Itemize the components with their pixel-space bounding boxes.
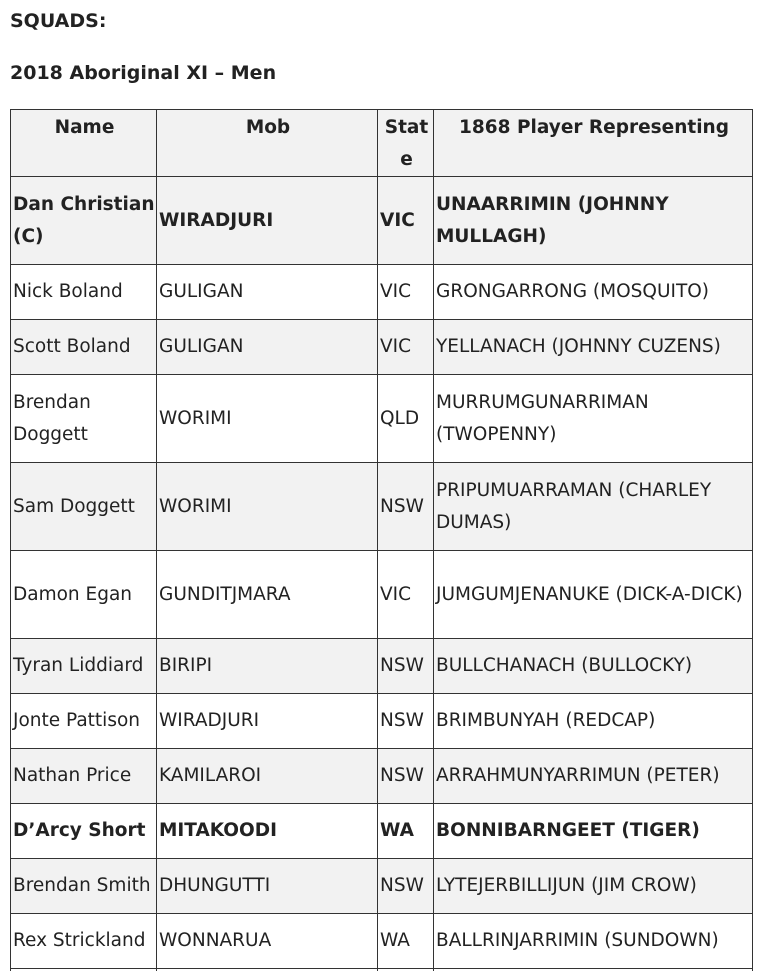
cell-mob: BIRIPI — [157, 639, 378, 694]
table-row — [11, 859, 753, 914]
table-row — [11, 639, 753, 694]
cell-player: ARRAHMUNYARRIMUN (PETER) — [434, 749, 753, 804]
column-header-mob: Mob — [157, 110, 378, 177]
cell-state: NSW — [378, 859, 434, 914]
cell-state: WA — [378, 914, 434, 969]
cell-name: Tyran Liddiard — [11, 639, 157, 694]
cell-player: BONNIBARNGEET (TIGER) — [434, 804, 753, 859]
squad-table — [10, 109, 753, 971]
cell-player: GRONGARRONG (MOSQUITO) — [434, 265, 753, 320]
cell-name: Nick Boland — [11, 265, 157, 320]
table-row — [11, 265, 753, 320]
cell-mob: GULIGAN — [157, 265, 378, 320]
table-body — [11, 177, 753, 971]
cell-name: Dan Christian (C) — [11, 177, 157, 265]
cell-player: MURRUMGUNARRIMAN (TWOPENNY) — [434, 375, 753, 463]
cell-mob: WIRADJURI — [157, 694, 378, 749]
cell-name: D’Arcy Short — [11, 804, 157, 859]
cell-name: Brendan Doggett — [11, 375, 157, 463]
table-row — [11, 914, 753, 969]
cell-state: VIC — [378, 320, 434, 375]
cell-state: NSW — [378, 694, 434, 749]
cell-mob: GUNDITJMARA — [157, 551, 378, 639]
cell-state: NSW — [378, 639, 434, 694]
cell-player: BRIMBUNYAH (REDCAP) — [434, 694, 753, 749]
cell-name: Sam Doggett — [11, 463, 157, 551]
cell-name: Scott Boland — [11, 320, 157, 375]
column-header-name: Name — [11, 110, 157, 177]
table-row — [11, 694, 753, 749]
cell-player: UNAARRIMIN (JOHNNY MULLAGH) — [434, 177, 753, 265]
table-row — [11, 320, 753, 375]
cell-player: BALLRINJARRIMIN (SUNDOWN) — [434, 914, 753, 969]
cell-state: NSW — [378, 463, 434, 551]
cell-mob: WORIMI — [157, 463, 378, 551]
cell-player: LYTEJERBILLIJUN (JIM CROW) — [434, 859, 753, 914]
squads-heading: SQUADS: — [10, 10, 107, 32]
cell-name: Rex Strickland — [11, 914, 157, 969]
table-row — [11, 551, 753, 639]
cell-name: Brendan Smith — [11, 859, 157, 914]
cell-mob: MITAKOODI — [157, 804, 378, 859]
cell-state: VIC — [378, 551, 434, 639]
cell-player: JUMGUMJENANUKE (DICK-A-DICK) — [434, 551, 753, 639]
cell-state: VIC — [378, 177, 434, 265]
table-row — [11, 804, 753, 859]
cell-state: NSW — [378, 749, 434, 804]
cell-mob: DHUNGUTTI — [157, 859, 378, 914]
cell-mob: GULIGAN — [157, 320, 378, 375]
table-row — [11, 177, 753, 265]
table-row — [11, 749, 753, 804]
table-row — [11, 463, 753, 551]
cell-name: Nathan Price — [11, 749, 157, 804]
cell-mob: WONNARUA — [157, 914, 378, 969]
table-header-row — [11, 110, 753, 177]
cell-player: BULLCHANACH (BULLOCKY) — [434, 639, 753, 694]
column-header-player: 1868 Player Representing — [434, 110, 753, 177]
cell-player: YELLANACH (JOHNNY CUZENS) — [434, 320, 753, 375]
cell-mob: WORIMI — [157, 375, 378, 463]
cell-state: WA — [378, 804, 434, 859]
cell-state: QLD — [378, 375, 434, 463]
cell-name: Jonte Pattison — [11, 694, 157, 749]
cell-name: Damon Egan — [11, 551, 157, 639]
cell-mob: KAMILAROI — [157, 749, 378, 804]
cell-state: VIC — [378, 265, 434, 320]
cell-player: PRIPUMUARRAMAN (CHARLEY DUMAS) — [434, 463, 753, 551]
team-heading: 2018 Aboriginal XI – Men — [10, 62, 277, 84]
column-header-state: State — [378, 110, 434, 177]
cell-mob: WIRADJURI — [157, 177, 378, 265]
table-row — [11, 375, 753, 463]
